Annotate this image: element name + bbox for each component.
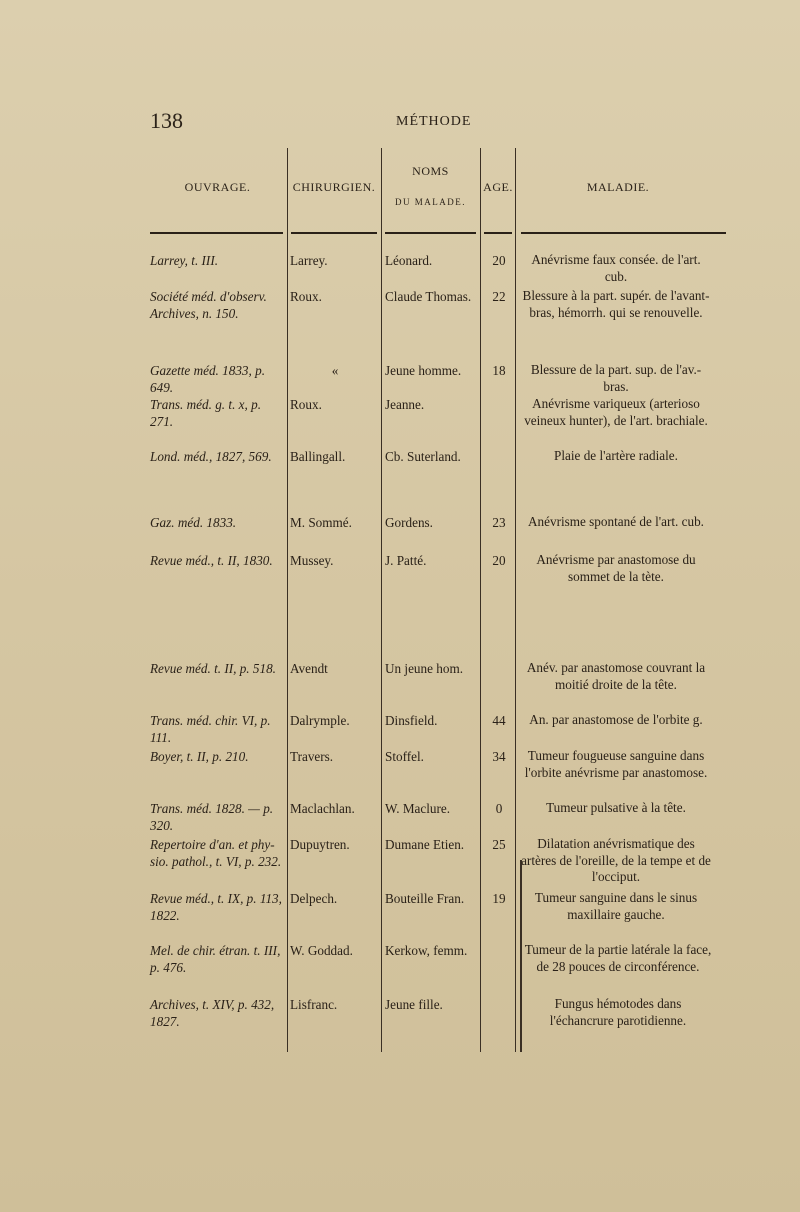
cell-age: 20 [492,253,506,268]
cell-age: 18 [492,363,506,378]
cell-ouvrage: Revue méd., t. IX, p. 113, 1822. [150,891,282,923]
header-rule [484,232,512,234]
cell-malade: Dinsfield. [385,713,438,728]
cell-ouvrage: Trans. méd. 1828. — p. 320. [150,801,274,833]
cell-malade: Kerkow, femm. [385,943,468,958]
column-header-ouvrage: OUVRAGE. [184,180,251,194]
cell-chirurgien: Avendt [290,661,328,676]
column-header-du-malade: DU MALADE. [395,197,466,207]
cell-maladie: Plaie de l'artère radiale. [554,448,678,463]
cell-maladie: Anévrisme faux consée. de l'art. cub. [531,252,701,284]
cell-maladie: Blessure à la part. supér. de l'avant-bras, hémorrh. qui se renouvelle. [522,288,710,320]
column-divider [287,148,288,1052]
cell-maladie: Blessure de la part. sup. de l'av.-bras. [530,362,702,394]
cell-ouvrage: Mel. de chir. étran. t. III, p. 476. [150,943,281,975]
cell-age: 23 [492,515,506,530]
cell-maladie: An. par anastomose de l'orbite g. [529,712,703,727]
cell-age: 19 [492,891,506,906]
cell-malade: Léonard. [385,253,433,268]
cell-chirurgien: Travers. [290,749,334,764]
cell-maladie: Anév. par anastomose couvrant la moitié droite de la tête. [526,660,706,692]
cell-age: 25 [492,837,506,852]
cell-chirurgien: Dalrymple. [290,713,350,728]
cell-malade: Dumane Etien. [385,837,465,852]
cell-ouvrage: Revue méd., t. II, 1830. [150,553,273,568]
column-header-noms: NOMS [412,164,449,178]
cell-malade: W. Maclure. [385,801,451,816]
cell-maladie: Tumeur fougueuse sanguine dans l'orbite anévrisme par anastomose. [524,748,708,780]
cell-malade: J. Patté. [385,553,427,568]
running-title: MÉTHODE [396,114,472,129]
cell-chirurgien: Lisfranc. [290,997,338,1012]
cell-chirurgien: W. Goddad. [290,943,353,958]
column-header-age: AGE. [483,180,513,194]
cell-maladie: Tumeur sanguine dans le sinus maxillaire gauche. [534,890,698,922]
column-header-chirurgien: CHIRURGIEN. [292,180,376,194]
header-rule [291,232,377,234]
page-header [150,108,720,138]
cell-maladie: Anévrisme spontané de l'art. cub. [528,514,704,529]
column-divider [515,148,516,1052]
cell-ouvrage: Archives, t. XIV, p. 432, 1827. [150,997,275,1029]
cell-ouvrage: Boyer, t. II, p. 210. [150,749,249,764]
cell-age: 44 [492,713,506,728]
cell-malade: Jeanne. [385,397,425,412]
cell-maladie: Dilatation anévrismatique des artères de l'oreille, de la tempe et de l'occiput. [521,836,711,884]
header-rule [385,232,476,234]
column-divider [480,148,481,1052]
cell-malade: Claude Thomas. [385,289,472,304]
cell-chirurgien: Larrey. [290,253,328,268]
cell-chirurgien: Roux. [290,397,322,412]
cell-malade: Jeune fille. [385,997,443,1012]
cell-chirurgien: Mussey. [290,553,334,568]
cell-malade: Stoffel. [385,749,424,764]
cell-ouvrage: Revue méd. t. II, p. 518. [150,661,276,676]
page-number: 138 [150,108,183,133]
cell-malade: Jeune homme. [385,363,462,378]
cell-malade: Bouteille Fran. [385,891,465,906]
cell-malade: Gordens. [385,515,433,530]
header-rule [150,232,283,234]
cell-ouvrage: Gazette méd. 1833, p. 649. [150,363,266,395]
column-divider [381,148,382,1052]
cell-ouvrage: Trans. méd. g. t. x, p. 271. [150,397,261,429]
cell-age: 34 [492,749,506,764]
cell-maladie: Anévrisme variqueux (arterioso veineux hunter), de l'art. brachiale. [524,396,708,428]
cell-age: 0 [495,801,503,816]
cell-maladie: Tumeur pulsative à la tête. [546,800,686,815]
cell-chirurgien: Maclachlan. [290,801,355,816]
cell-chirurgien: Delpech. [290,891,338,906]
cell-ouvrage: Gaz. méd. 1833. [150,515,237,530]
cell-age: 22 [492,289,506,304]
cell-maladie: Tumeur de la partie latérale la face, de 28 pouces de circonférence. [524,942,712,974]
cell-malade: Cb. Suterland. [385,449,461,464]
header-rule [521,232,726,234]
cell-ouvrage: Lond. méd., 1827, 569. [150,449,272,464]
cell-maladie: Anévrisme par anastomose du sommet de la tète. [536,552,696,584]
cell-ouvrage: Larrey, t. III. [150,253,219,268]
cell-chirurgien: M. Sommé. [290,515,352,530]
cell-chirurgien: Ballingall. [290,449,346,464]
cell-maladie: Fungus hémotodes dans l'échancrure parotidienne. [549,996,687,1028]
cell-ouvrage: Trans. méd. chir. VI, p. 111. [150,713,271,745]
cell-chirurgien: Roux. [290,289,322,304]
cell-ouvrage: Repertoire d'an. et phy-sio. pathol., t. VI, p. 232. [150,837,282,869]
cell-malade: Un jeune hom. [385,661,464,676]
cell-age: 20 [492,553,506,568]
cell-ouvrage: Société méd. d'observ. Archives, n. 150. [150,289,267,321]
cell-chirurgien: Dupuytren. [290,837,350,852]
column-header-maladie: MALADIE. [586,180,650,194]
cell-chirurgien: « [331,363,339,378]
